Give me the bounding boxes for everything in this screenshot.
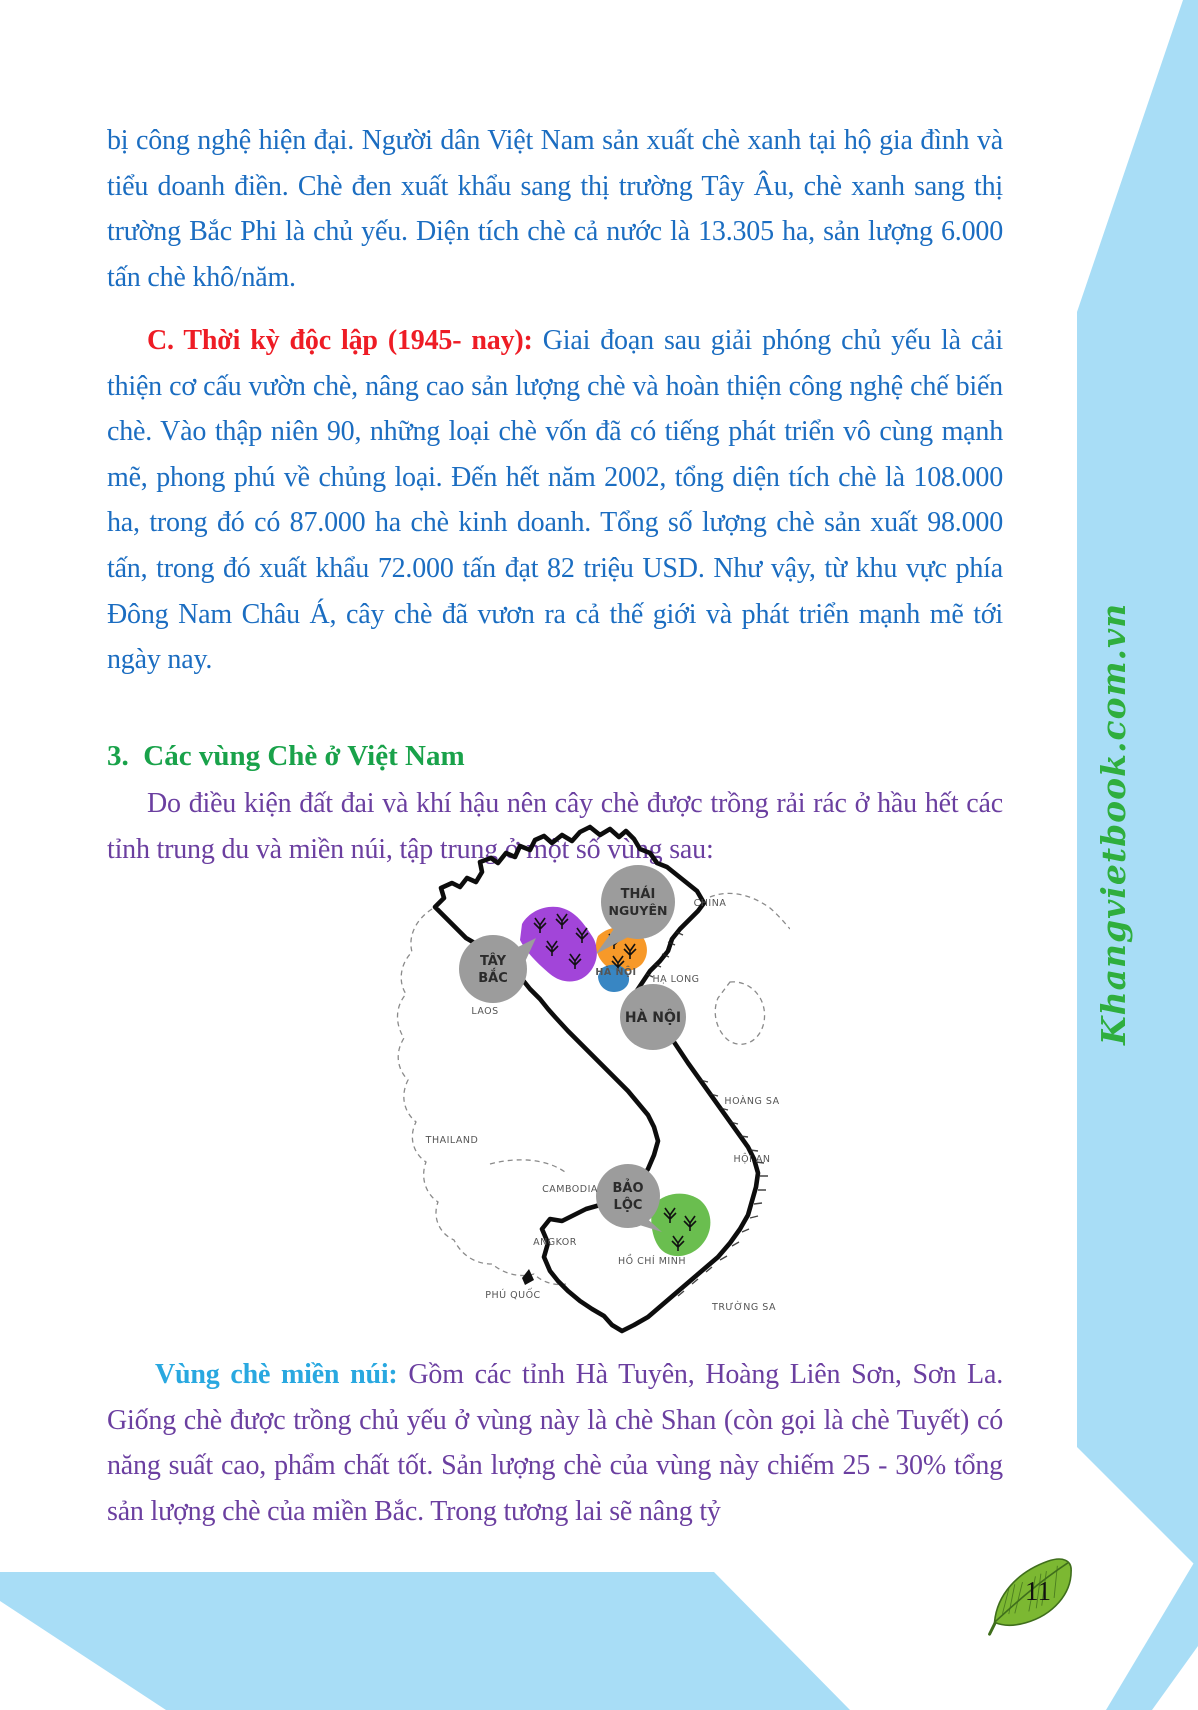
paragraph-mountain-tea-body: Gồm các tỉnh Hà Tuyên, Hoàng Liên Sơn, Sơn La. Giống chè được trồng chủ yếu ở vùng này là chè Shan (còn gọi là chè Tuyết) có năng suất cao, phẩm chất tốt. Sản lượng chè của vùng này chiếm 25 - 30% tổng sản lượng chè của miền Bắc. Trong tương lai sẽ nâng tỷ bbox=[107, 1359, 1003, 1527]
page-number: 11 bbox=[1025, 1576, 1051, 1606]
bao-loc-bubble bbox=[596, 1164, 660, 1228]
patch-bao-loc-green bbox=[651, 1194, 710, 1256]
bao-loc-label-1: BẢO bbox=[612, 1181, 644, 1196]
paragraph-regions-intro: Do điều kiện đất đai và khí hậu nên cây chè được trồng rải rác ở hầu hết các tỉnh trung du và miền núi, tập trung ở một số vùng sau: bbox=[107, 788, 1003, 865]
label-cambodia: CAMBODIA bbox=[542, 1184, 598, 1195]
vietnam-tea-regions-map bbox=[370, 812, 790, 1342]
label-hoang-sa: HOÀNG SA bbox=[724, 1096, 780, 1107]
label-laos: LAOS bbox=[471, 1006, 499, 1017]
tay-bac-label-1: TÂY bbox=[479, 954, 507, 969]
paragraph-tea-production: bị công nghệ hiện đại. Người dân Việt Nam sản xuất chè xanh tại hộ gia đình và tiểu doanh điền. Chè đen xuất khẩu sang thị trường Tây Âu, chè xanh sang thị trường Bắc Phi là chủ yếu. Diện tích chè cả nước là 13.305 ha, sản lượng 6.000 tấn chè khô/năm. bbox=[107, 125, 1003, 293]
label-thailand: THAILAND bbox=[425, 1135, 479, 1146]
label-truong-sa: TRƯỜNG SA bbox=[712, 1302, 776, 1313]
paragraph-independence-period bbox=[107, 318, 1003, 683]
thai-nguyen-bubble bbox=[601, 865, 675, 939]
ha-noi-label: HÀ NỘI bbox=[624, 1010, 682, 1026]
heading-independence-period: C. Thời kỳ độc lập (1945- nay): bbox=[147, 325, 533, 356]
label-china: CHINA bbox=[693, 898, 727, 909]
tay-bac-bubble bbox=[459, 935, 527, 1003]
label-phu-quoc: PHÚ QUỐC bbox=[485, 1290, 541, 1301]
label-ho-chi-minh: HỒ CHÍ MINH bbox=[618, 1256, 686, 1267]
paragraph-independence-body: Giai đoạn sau giải phóng chủ yếu là cải thiện cơ cấu vườn chè, nâng cao sản lượng chè và hoàn thiện công nghệ chế biến chè. Vào thập niên 90, những loại chè vốn đã có tiếng phát triển vô cùng mạnh mẽ, phong phú về chủng loại. Đến hết năm 2002, tổng diện tích chè là 108.000 ha, trong đó có 87.000 ha chè kinh doanh. Tổng số lượng chè sản xuất 98.000 tấn, trong đó xuất khẩu 72.000 tấn đạt 82 triệu USD. Như vậy, từ khu vực phía Đông Nam Châu Á, cây chè đã vươn ra cả thế giới và phát triển mạnh mẽ tới ngày nay. bbox=[107, 325, 1003, 676]
tay-bac-label-2: BẮC bbox=[478, 971, 508, 986]
label-ha-noi-small: HÀ NỘI bbox=[595, 967, 637, 978]
lead-mountain-tea-region: Vùng chè miền núi: bbox=[155, 1359, 398, 1390]
phu-quoc-island bbox=[522, 1269, 534, 1285]
label-hoi-an: HỘI AN bbox=[733, 1154, 771, 1165]
bottom-right-stripe-shape bbox=[1106, 1556, 1198, 1710]
thai-nguyen-label-1: THÁI bbox=[620, 887, 656, 902]
label-angkor: ANGKOR bbox=[533, 1237, 577, 1248]
label-ha-long: HẠ LONG bbox=[652, 974, 700, 985]
paragraph-mountain-tea-region bbox=[107, 1352, 1003, 1534]
thai-nguyen-label-2: NGUYÊN bbox=[608, 903, 668, 918]
bottom-band-shape bbox=[0, 1572, 850, 1710]
watermark-text: Khangvietbook.com.vn bbox=[1094, 602, 1133, 1045]
section-heading-tea-regions: 3. Các vùng Chè ở Việt Nam bbox=[107, 740, 465, 772]
bao-loc-label-2: LỘC bbox=[613, 1198, 643, 1213]
